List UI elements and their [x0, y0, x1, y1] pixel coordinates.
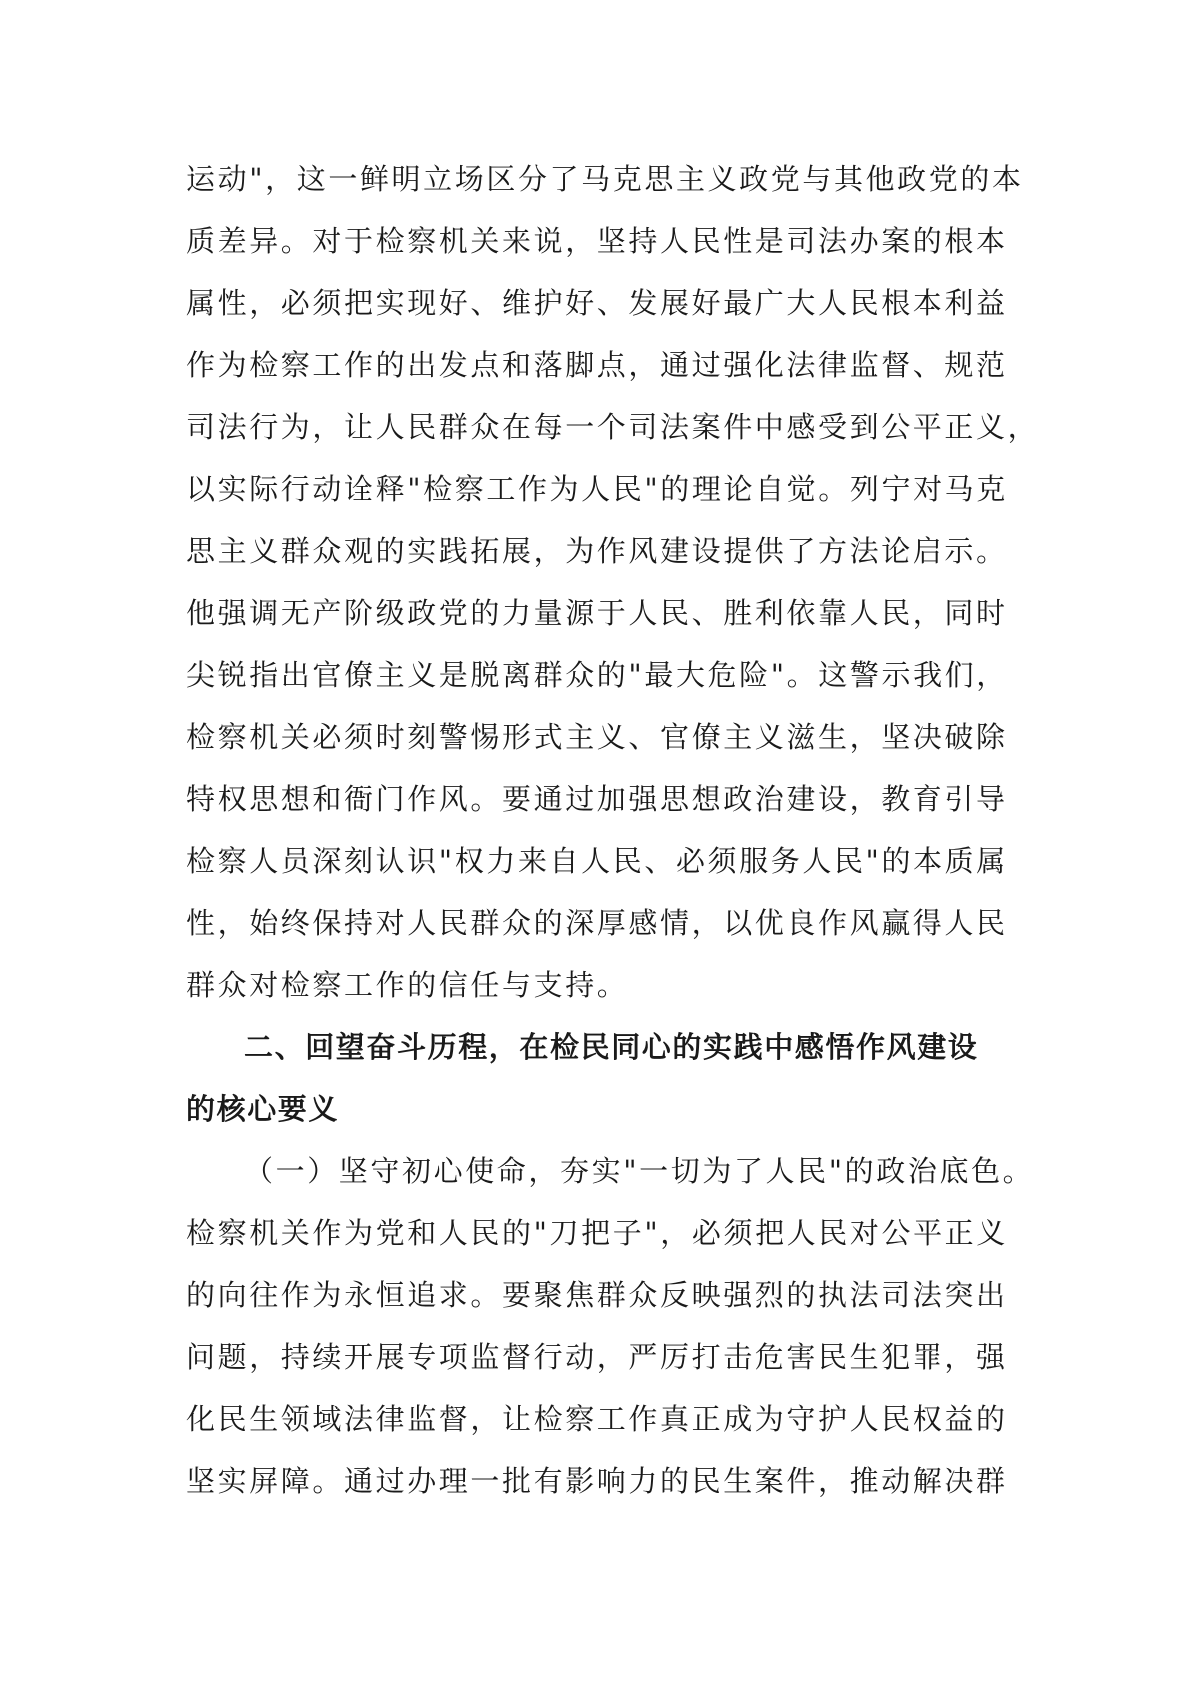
- paragraph-1-line-1: 运动"，这一鲜明立场区分了马克思主义政党与其他政党的本: [186, 162, 1024, 196]
- paragraph-1-line-2: 质差异。对于检察机关来说，坚持人民性是司法办案的根本: [186, 224, 1008, 258]
- paragraph-1-line-9: 尖锐指出官僚主义是脱离群众的"最大危险"。这警示我们，: [186, 658, 1008, 692]
- paragraph-2-line-1: （一）坚守初心使命，夯实"一切为了人民"的政治底色。: [244, 1154, 1035, 1188]
- paragraph-1-line-5: 司法行为，让人民群众在每一个司法案件中感受到公平正义，: [186, 410, 1040, 444]
- paragraph-1-line-6: 以实际行动诠释"检察工作为人民"的理论自觉。列宁对马克: [186, 472, 1008, 506]
- paragraph-1-line-3: 属性，必须把实现好、维护好、发展好最广大人民根本利益: [186, 286, 1008, 320]
- paragraph-1-line-14: 群众对检察工作的信任与支持。: [186, 968, 629, 1002]
- paragraph-1-line-8: 他强调无产阶级政党的力量源于人民、胜利依靠人民，同时: [186, 596, 1008, 630]
- section-heading-line-2: 的核心要义: [186, 1092, 340, 1126]
- paragraph-1-line-13: 性，始终保持对人民群众的深厚感情，以优良作风赢得人民: [186, 906, 1008, 940]
- paragraph-1-line-7: 思主义群众观的实践拓展，为作风建设提供了方法论启示。: [186, 534, 1008, 568]
- paragraph-1-line-10: 检察机关必须时刻警惕形式主义、官僚主义滋生，坚决破除: [186, 720, 1008, 754]
- paragraph-2-line-5: 化民生领域法律监督，让检察工作真正成为守护人民权益的: [186, 1402, 1008, 1436]
- paragraph-2-line-3: 的向往作为永恒追求。要聚焦群众反映强烈的执法司法突出: [186, 1278, 1008, 1312]
- paragraph-2-line-6: 坚实屏障。通过办理一批有影响力的民生案件，推动解决群: [186, 1464, 1008, 1498]
- section-heading-line-1: 二、回望奋斗历程，在检民同心的实践中感悟作风建设: [244, 1030, 979, 1064]
- paragraph-2-line-2: 检察机关作为党和人民的"刀把子"，必须把人民对公平正义: [186, 1216, 1008, 1250]
- document-body: [186, 148, 1040, 1512]
- paragraph-1-line-4: 作为检察工作的出发点和落脚点，通过强化法律监督、规范: [186, 348, 1008, 382]
- paragraph-1-line-12: 检察人员深刻认识"权力来自人民、必须服务人民"的本质属: [186, 844, 1008, 878]
- paragraph-2-line-4: 问题，持续开展专项监督行动，严厉打击危害民生犯罪，强: [186, 1340, 1008, 1374]
- paragraph-1-line-11: 特权思想和衙门作风。要通过加强思想政治建设，教育引导: [186, 782, 1008, 816]
